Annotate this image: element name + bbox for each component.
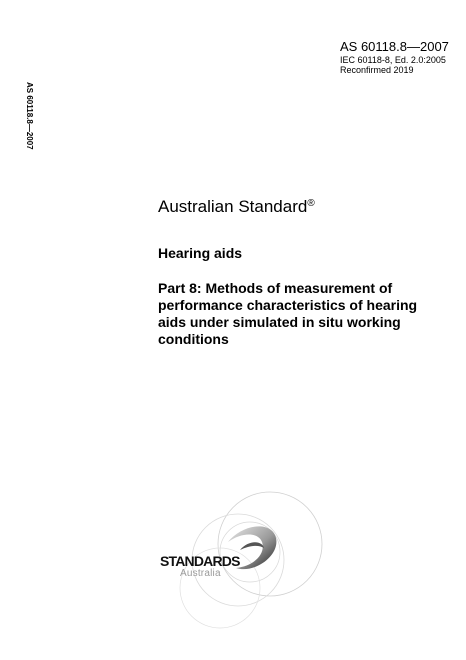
document-title: Hearing aids: [158, 245, 243, 261]
registered-mark: ®: [307, 198, 315, 209]
standard-type-label: Australian Standard: [158, 197, 308, 216]
iec-reference: IEC 60118-8, Ed. 2.0:2005: [340, 54, 446, 65]
reconfirmed-label: Reconfirmed 2019: [340, 65, 414, 76]
logo-wordmark: STANDARDS: [160, 553, 240, 569]
part-title: Part 8: Methods of measurement of performance characteristics of hearing aids under simulated in situ working conditions: [158, 280, 418, 347]
logo-subword: Australia: [180, 568, 221, 579]
standards-australia-logo: [150, 480, 330, 630]
document-identifiers: [340, 40, 449, 76]
spine: [22, 82, 36, 192]
standard-type-heading: [158, 197, 315, 217]
spine-label: AS 60118.8—2007: [25, 82, 34, 150]
standard-number: AS 60118.8—2007: [340, 39, 449, 54]
